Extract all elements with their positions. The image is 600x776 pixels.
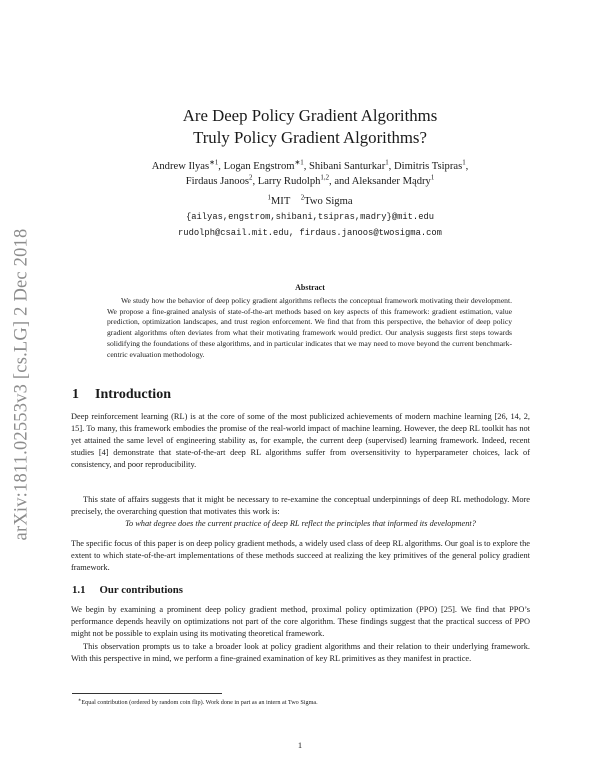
author-affiliation-mark: 2 [249,174,253,182]
author-affiliation-mark: 1,2 [320,174,330,182]
affiliation-two-sigma: Two Sigma [304,196,353,207]
subsection-title: Our contributions [99,584,183,596]
section-heading-introduction [72,387,171,403]
footnote-text: Equal contribution (ordered by random coin flip). Work done in part as an intern at Two Sigma. [81,699,318,706]
affiliations [110,196,510,207]
author-affiliation-mark: ∗1 [209,159,219,167]
author-name: Shibani Santurkar [309,161,386,172]
contributions-paragraph-1: We begin by examining a prominent deep policy gradient method, proximal policy optimization (PPO) [25]. We find that PPO’s performance depends heavily on optimizations not part of the core algorithm. These findings suggest that the practical success of PPO might not be possible to explain using its motivating theoretical framework. [71,605,530,638]
footnote [78,696,518,706]
author-affiliation-mark: 1 [385,159,389,167]
research-question: To what degree does the current practice of deep RL reflect the principles that informed its development? [125,519,476,528]
email-line-2: rudolph@csail.mit.edu, firdaus.janoos@twosigma.com [178,228,442,238]
author-name: Firdaus Janoos [185,176,250,187]
author-name: Dimitris Tsipras [393,161,463,172]
author-line-1: Andrew Ilyas$^{∗1}$, Logan Engstrom$^{∗1}$, Shibani Santurkar$^1$, Dimitris Tsipras$^1$, [151,159,469,172]
section-number: 1 [72,387,79,402]
author-name: Aleksander Mądry [351,176,431,187]
author-affiliation-mark: 1 [462,159,466,167]
page-number: 1 [297,740,303,750]
abstract-text: We study how the behavior of deep policy gradient algorithms reflects the conceptual framework motivating their development. We propose a fine-grained analysis of state-of-the-art methods based on key aspects of this framework: gradient estimation, value prediction, optimization landscapes, and trust region enforcement. We find that from this perspective, the behavior of deep policy gradient algorithms often deviates from what their motivating framework would predict. Our analysis suggests first steps towards solidifying the foundations of these algorithms, and in particular indicates that we may need to move beyond the current benchmark-centric evaluation methodology. [107,296,512,359]
contributions-paragraph-2: This observation prompts us to take a broader look at policy gradient algorithms and their relation to their underlying framework. With this perspective in mind, we perform a fine-grained examination of key RL primitives as they manifest in practice. [71,642,530,663]
subsection-number: 1.1 [72,584,86,596]
arxiv-stamp-text: arXiv:1811.02553v3 [cs.LG] 2 Dec 2018 [11,228,32,540]
subsection-heading-contributions [72,584,183,596]
email-line-1: {ailyas,engstrom,shibani,tsipras,madry}@mit.edu [185,212,435,222]
paper-title-line-2: Truly Policy Gradient Algorithms? [193,128,427,147]
author-name: Andrew Ilyas [151,161,210,172]
paper-title-line-1: Are Deep Policy Gradient Algorithms [182,106,438,125]
footnote-mark: ∗ [78,696,82,702]
author-name: Logan Engstrom [223,161,295,172]
affiliation-mit: MIT [270,196,291,207]
author-conjunction: and [334,176,350,187]
section-title: Introduction [95,387,171,402]
intro-paragraph-3: The specific focus of this paper is on deep policy gradient methods, a widely used class of deep RL algorithms. Our goal is to explore the extent to which state-of-the-art implementations of these methods succeed at realizing the key primitives of the general policy gradient framework. [71,539,530,572]
abstract-heading: Abstract [295,283,325,292]
arxiv-stamp [2,208,42,560]
author-name: Larry Rudolph [257,176,321,187]
footnote-rule [72,693,222,694]
author-affiliation-mark: 1 [430,174,435,182]
intro-paragraph-1: Deep reinforcement learning (RL) is at the core of some of the most publicized achievements of modern machine learning [26, 14, 2, 15]. To many, this framework embodies the promise of the real-world impact of machine learning. However, the deep RL toolkit has not yet attained the same level of engineering stability as, for example, the current deep (supervised) learning framework. Indeed, recent studies [4] demonstrate that state-of-the-art deep RL algorithms suffer from oversensitivity to hyperparameter choices, lack of consistency, and poor reproducibility. [71,412,530,469]
author-line-2: Firdaus Janoos$^2$, Larry Rudolph$^{1,2}$, and Aleksander Mądry$^1$ [185,174,435,187]
affiliation-mark: 1 [267,194,271,202]
author-affiliation-mark: ∗1 [294,159,304,167]
affiliation-mark: 2 [300,194,305,202]
intro-paragraph-2: This state of affairs suggests that it might be necessary to re-examine the conceptual underpinnings of deep RL methodology. More precisely, the overarching question that motivates this work is: [71,495,530,516]
